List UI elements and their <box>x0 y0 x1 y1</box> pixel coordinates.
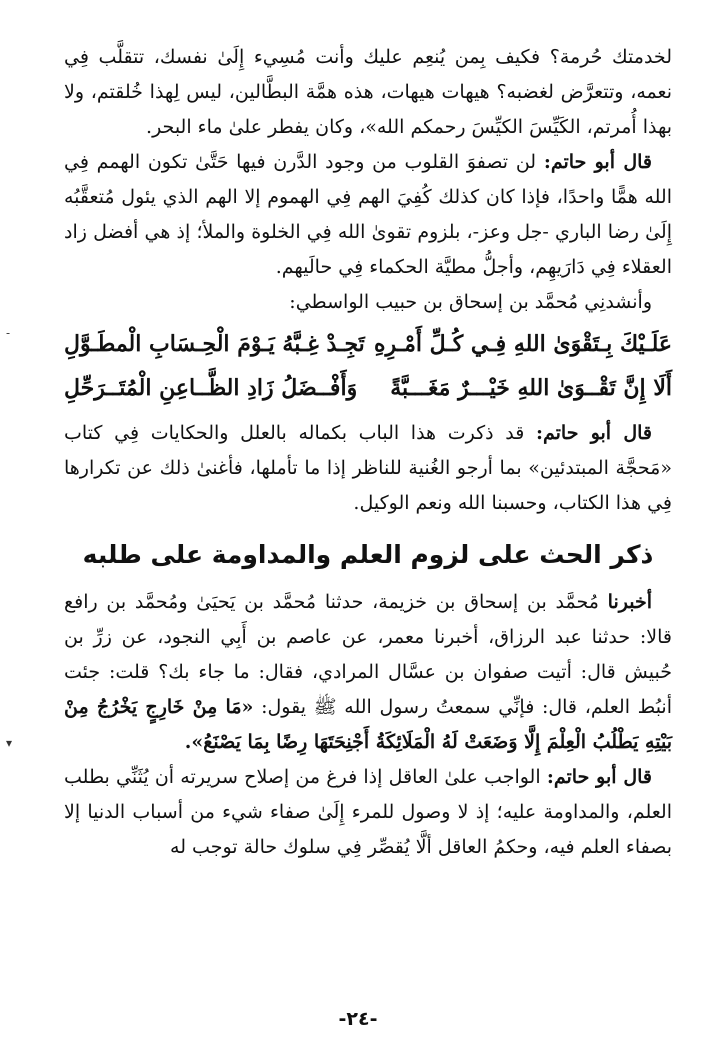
verse-2-second-hemistich: وَأَفْــضَلُ زَادِ الظَّــاعِنِ الْمُتَــرَحِّلِ <box>64 375 358 401</box>
poem-intro: وأنشدنِي مُحمَّد بن إسحاق بن حبيب الواسطي: <box>289 291 652 313</box>
margin-tick-mark: ‑ <box>6 326 11 340</box>
paragraph-3-text: قد ذكرت هذا الباب بكماله بالعلل والحكايات فِي كتاب «مَحجَّة المبتدئين» بما أرجو الغُنية للناظر إذا ما تأملها، فأغنىٰ ذلك عن تكرارها فِي هذا الكتاب، وحسبنا الله ونعم الوكيل. <box>64 422 672 514</box>
paragraph-2 <box>64 145 672 285</box>
paragraph-1: لخدمتك حُرمة؟ فكيف بِمن يُنعِم عليك وأنت مُسِيء إِلَىٰ نفسك، تتقلَّب فِي نعمه، وتتعرَّض لغضبه؟ هيهات هيهات، هذه همَّة البطَّالين، ليس لِهذا خُلقتم، ولا بهذا أُمرتم، الكَيِّسَ الكيِّسَ رحمكم الله»، وكان يفطر علىٰ ماء البحر. <box>64 46 672 138</box>
margin-tick-mark: ▾ <box>6 736 13 750</box>
page-number: -٢٤- <box>338 1008 378 1030</box>
verse-2-first-hemistich: أَلَا إِنَّ تَقْــوَىٰ اللهِ خَيْـــرٌ مَغَـــبَّةً <box>390 375 672 401</box>
paragraph-2-lead: قال أبو حاتم: <box>543 151 652 173</box>
paragraph-5 <box>64 760 672 865</box>
paragraph-2-text: لن تصفوَ القلوب من وجود الدَّرن فيها حَتَّىٰ تكون الهمم فِي الله همًّا واحدًا، فإذا كان كذلك كُفِيَ الهم فِي الهموم إلا الهم الذي يئول مُتعقَّبُه إِلَىٰ رضا الباري -جل وعز-، بلزوم تقوىٰ الله فِي الخلوة والملأ؛ إذ هي أفضل زاد العقلاء فِي دَارَيهِم، وأجلُّ مطيَّة الحكماء فِي حالَيهم. <box>64 151 672 278</box>
paragraph-4-lead: أخبرنا <box>607 591 652 613</box>
page-body <box>64 40 672 865</box>
verse-1-second-hemistich: تَجِـدْ غِـبَّهُ يَـوْمَ الْحِـسَابِ الْمطَـوَّلِ <box>64 331 365 357</box>
section-heading: ذكر الحث على لزوم العلم والمداومة على طلبه <box>82 540 654 569</box>
paragraph-4-text: مُحمَّد بن إسحاق بن خزيمة، حدثنا مُحمَّد بن يَحيَىٰ ومُحمَّد بن رافع قالا: حدثنا عبد الرزاق، أخبرنا معمر، عن عاصم بن أَبِي النجود، عن زرِّ بن حُبيش قال: أتيت صفوان بن عسَّال المرادي، فقال: ما جاء بك؟ قلت: جئت أنبُط العلم، قال: فإنِّي سمعتُ رسول الله ﷺ يقول: <box>64 591 672 718</box>
verse-2 <box>64 366 672 410</box>
paragraph-5-lead: قال أبو حاتم: <box>546 766 652 788</box>
paragraph-3-lead: قال أبو حاتم: <box>535 422 652 444</box>
paragraph-5-text: الواجب علىٰ العاقل إذا فرغ من إصلاح سريرته أن يُثَنِّي بطلب العلم، والمداومة عليه؛ إذ لا وصول للمرء إِلَىٰ صفاء شيء من أسباب الدنيا إلا بصفاء العلم فيه، وحكمُ العاقل ألَّا يُقصِّر فِي سلوك حالة توجب له <box>64 766 672 858</box>
verse-1-first-hemistich: عَلَـيْكَ بِـتَقْوَىٰ اللهِ فِـي كُـلِّ أَمْـرِهِ <box>373 331 672 357</box>
poem <box>64 322 672 410</box>
paragraph-4 <box>64 585 672 760</box>
paragraph-3 <box>64 416 672 521</box>
hadith-quote: «مَا مِنْ خَارِجٍ يَخْرُجُ مِنْ بَيْتِهِ يَطْلُبُ الْعِلْمَ إِلَّا وَضَعَتْ لَهُ الْمَلَائِكَةُ أَجْنِحَتَهَا رِضًا بِمَا يَصْنَعُ». <box>64 696 672 753</box>
verse-1 <box>64 322 672 366</box>
